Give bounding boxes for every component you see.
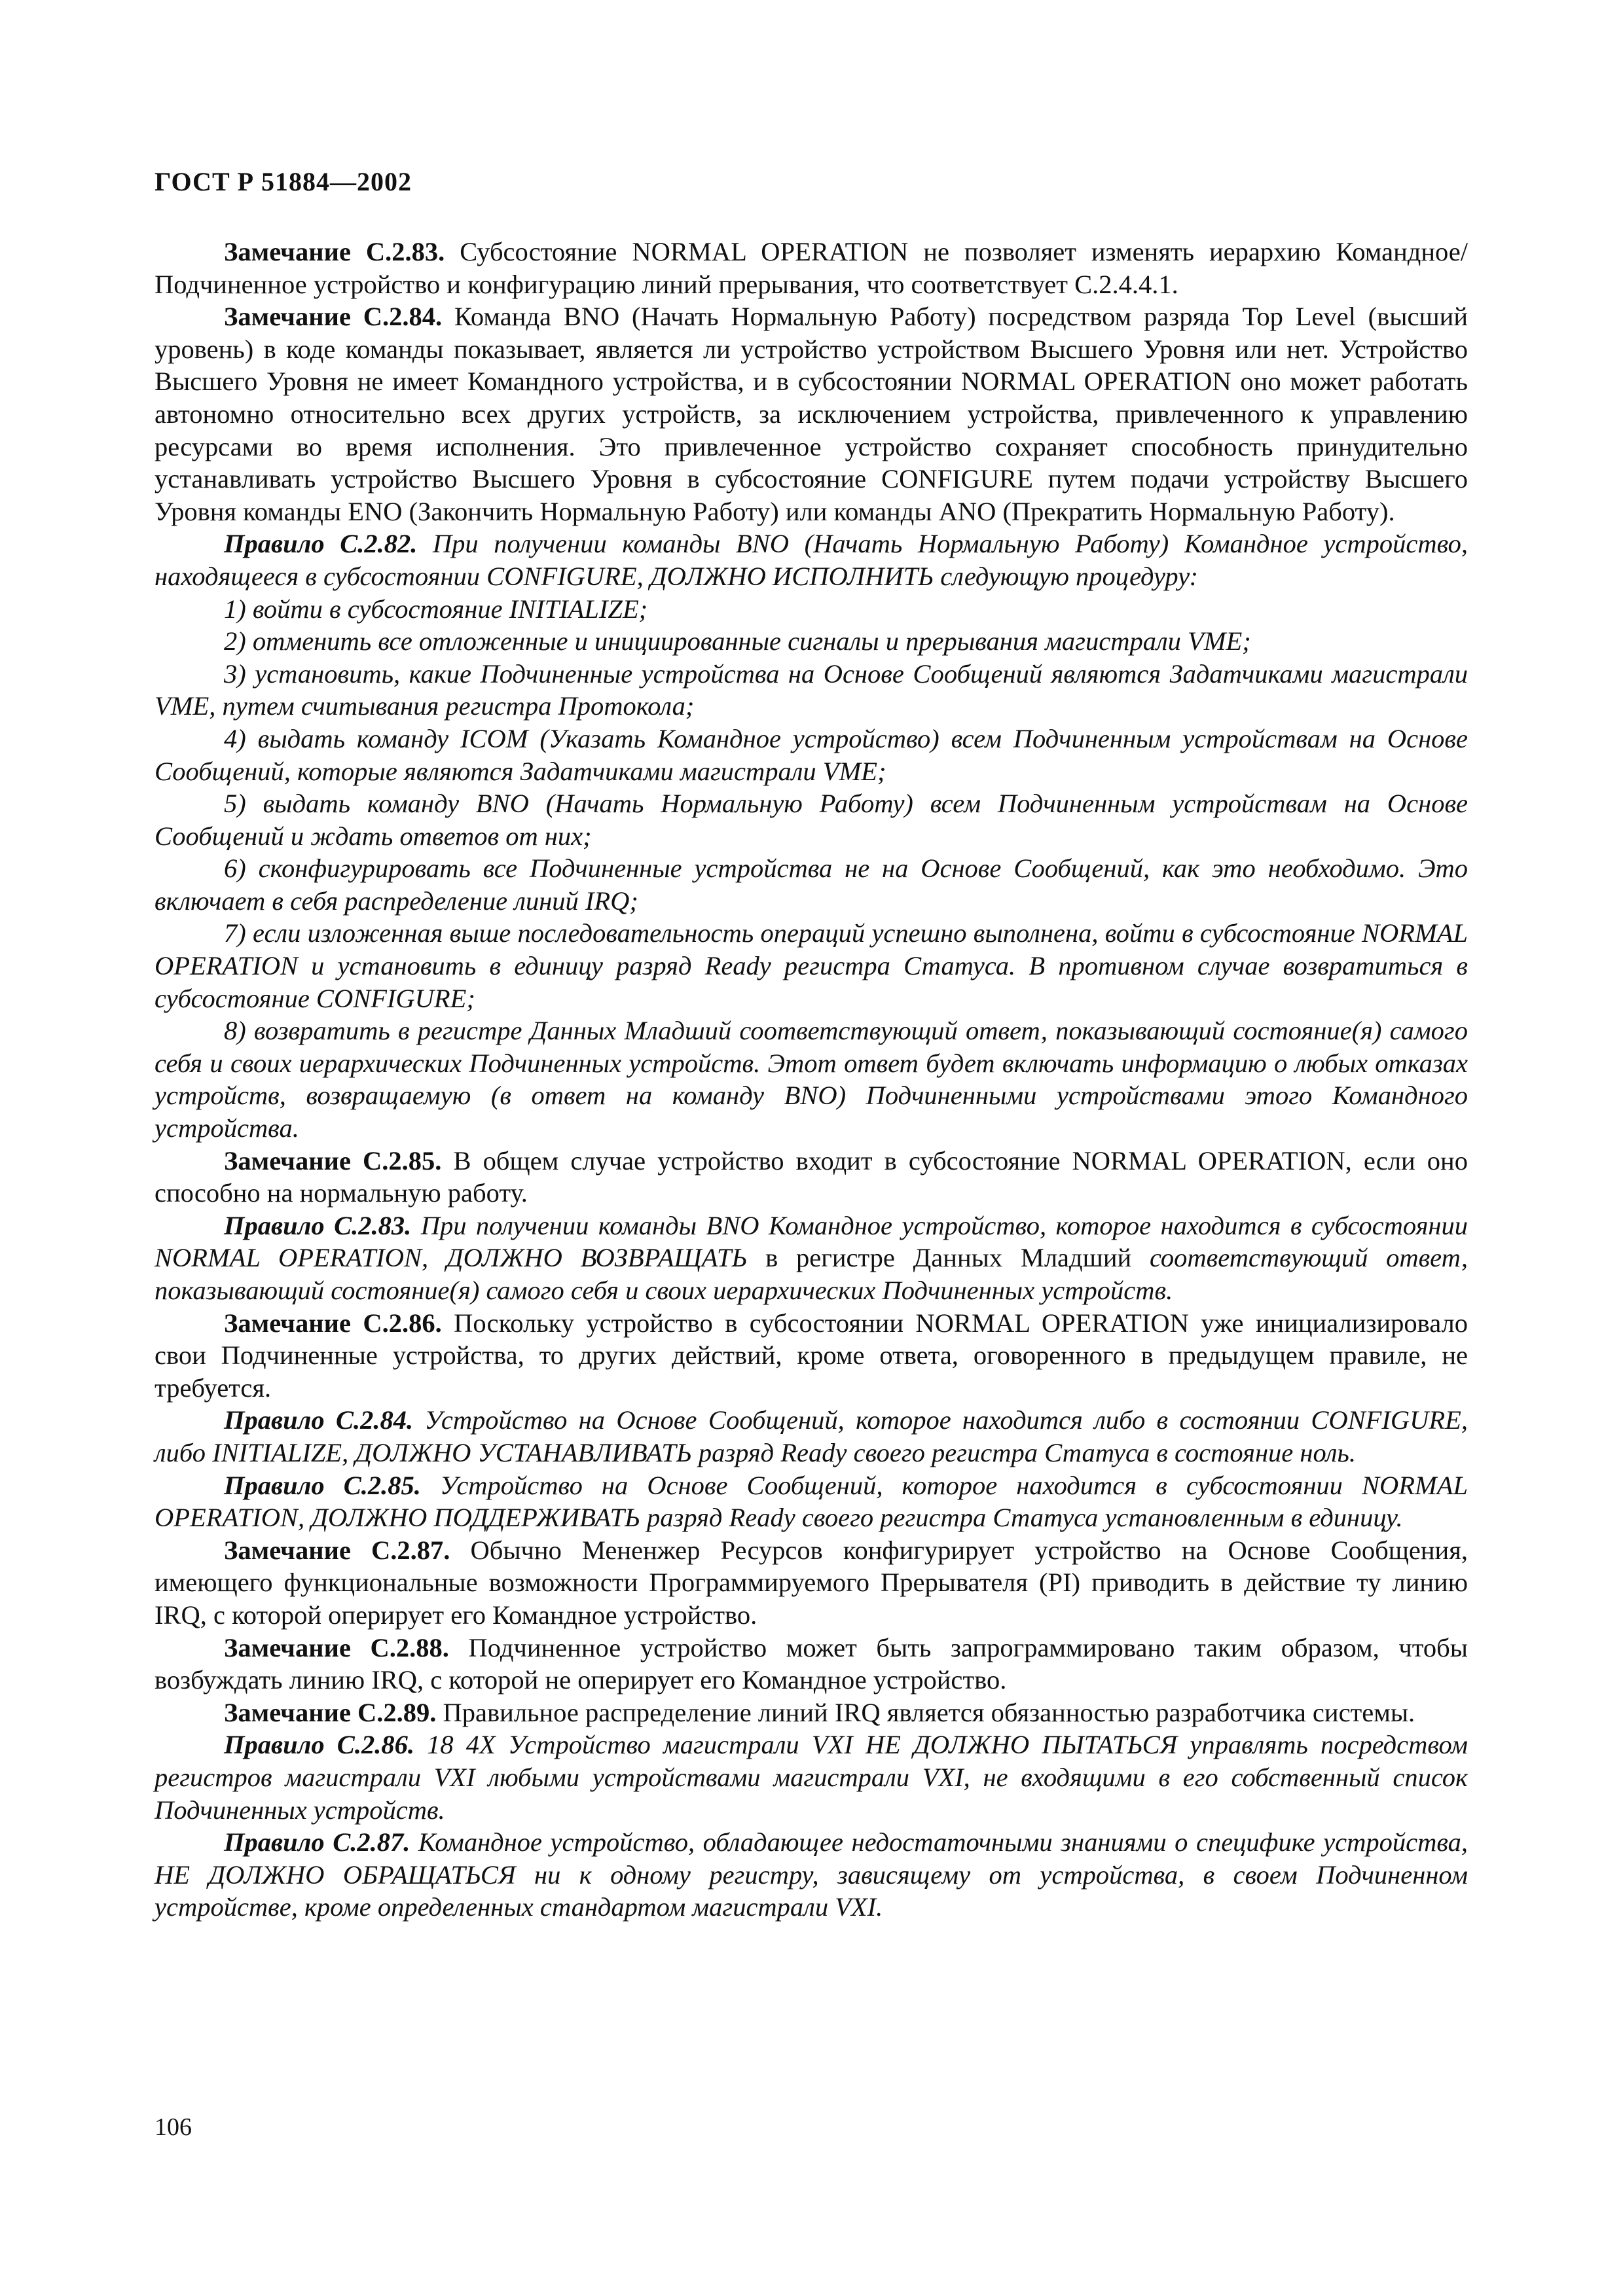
rule-label: Правило С.2.85. xyxy=(224,1470,421,1500)
note-text: Правильное распределение линий IRQ является обязанностью разработчика системы. xyxy=(436,1697,1415,1727)
rule-step-7: 7) если изложенная выше последовательность операций успешно выполнена, войти в субсостояние NORMAL OPERATION и установить в единицу разряд Ready регистра Статуса. В противном случае возвратиться в субсостояние CONFIGURE; xyxy=(155,918,1468,1013)
note-text: Обычно Мененжер Ресурсов конфигурирует устройство на Основе Сообщения, имеющего функциональные возможности Программируемого Прерывателя (PI) приводить в действие ту линию IRQ, с которой оперирует его Командное устройство. xyxy=(155,1535,1468,1630)
rule-c-2-87 xyxy=(155,1826,1468,1924)
note-text: Подчиненное устройство может быть запрограммировано таким образом, чтобы возбуждать линию IRQ, с которой не оперирует его Командное устройство. xyxy=(155,1632,1468,1695)
rule-text: 18 4X Устройство магистрали VXI НЕ ДОЛЖНО ПЫТАТЬСЯ управлять посредством регистров магистрали VXI любыми устройствами магистрали VXI, не входящими в его собственный список Подчиненных устройств. xyxy=(155,1730,1468,1825)
rule-text: При получении команды BNO (Начать Нормальную Работу) Командное устройство, находящееся в субсостоянии CONFIGURE, ДОЛЖНО ИСПОЛНИТЬ следующую процедуру: xyxy=(155,529,1468,591)
rule-step-4: 4) выдать команду ICOM (Указать Командное устройство) всем Подчиненным устройствам на Основе Сообщений, которые являются Задатчиками магистрали VME; xyxy=(155,723,1468,786)
rule-text: Устройство на Основе Сообщений, которое находится либо в состоянии CONFIGURE, либо INITIALIZE, ДОЛЖНО УСТАНАВЛИВАТЬ разряд Ready своего регистра Статуса в состояние ноль. xyxy=(155,1405,1468,1467)
note-text: Субсостояние NORMAL OPERATION не позволяет изменять иерархию Командное/Подчиненное устройство и конфигурацию линий прерывания, что соответствует С.2.4.4.1. xyxy=(155,237,1468,299)
note-label: Замечание С.2.83. xyxy=(224,237,445,266)
note-c-2-85 xyxy=(155,1145,1468,1210)
note-text: Поскольку устройство в субсостоянии NORMAL OPERATION уже инициализировало свои Подчиненные устройства, то других действий, кроме ответа, оговоренного в предыдущем правиле, не требуется. xyxy=(155,1308,1468,1403)
rule-text: При получении команды BNO Командное устройство, которое находится в субсостоянии NORMAL OPERATION, ДОЛЖНО ВОЗВРАЩАТЬ xyxy=(155,1210,1468,1273)
rule-step-6: 6) сконфигурировать все Подчиненные устройства не на Основе Сообщений, как это необходимо. Это включает в себя распределение линий IRQ; xyxy=(155,853,1468,916)
rule-text-tail: соответствующий ответ, показывающий состояние(я) самого себя и своих иерархических Подчиненных устройств. xyxy=(155,1243,1468,1305)
note-label: Замечание С.2.87. xyxy=(224,1535,450,1565)
note-label: Замечание С.2.84. xyxy=(224,302,443,332)
rule-text-upright: в регистре Данных Младший xyxy=(765,1243,1132,1273)
note-c-2-83 xyxy=(155,236,1468,300)
rule-c-2-82 xyxy=(155,528,1468,592)
note-c-2-88 xyxy=(155,1632,1468,1696)
rule-c-2-86 xyxy=(155,1729,1468,1826)
note-label: Замечание С.2.85. xyxy=(224,1145,442,1175)
document-body xyxy=(155,236,1468,1924)
rule-step-5: 5) выдать команду BNO (Начать Нормальную Работу) всем Подчиненным устройствам на Основе Сообщений и ждать ответов от них; xyxy=(155,789,1468,851)
rule-c-2-84 xyxy=(155,1404,1468,1469)
note-c-2-87 xyxy=(155,1534,1468,1632)
page-number: 106 xyxy=(155,2113,192,2141)
note-label: Замечание С.2.86. xyxy=(224,1308,442,1338)
note-label: Замечание С.2.89. xyxy=(224,1697,437,1727)
note-c-2-84 xyxy=(155,300,1468,528)
note-text: Команда BNO (Начать Нормальную Работу) посредством разряда Top Level (высший уровень) в коде команды показывает, является ли устройство устройством Высшего Уровня или нет. Устройство Высшего Уровня не имеет Командного устройства, и в субсостоянии NORMAL OPERATION оно может работать автономно относительно всех других устройств, за исключением устройства, привлеченного к управлению ресурсами во время исполнения. Это привлеченное устройство сохраняет способность принудительно устанавливать устройство Высшего Уровня в субсостояние CONFIGURE путем подачи устройству Высшего Уровня команды ENO (Закончить Нормальную Работу) или команды ANO (Прекратить Нормальную Работу). xyxy=(155,302,1468,526)
rule-text: Устройство на Основе Сообщений, которое находится в субсостоянии NORMAL OPERATION, ДОЛЖНО ПОДДЕРЖИВАТЬ разряд Ready своего регистра Статуса установленным в единицу. xyxy=(155,1470,1468,1533)
rule-label: Правило С.2.87. xyxy=(224,1827,410,1857)
rule-label: Правило С.2.82. xyxy=(224,529,418,559)
rule-label: Правило С.2.83. xyxy=(224,1210,412,1240)
document-header: ГОСТ Р 51884—2002 xyxy=(155,167,412,196)
rule-text: Командное устройство, обладающее недостаточными знаниями о специфике устройства, НЕ ДОЛЖНО ОБРАЩАТЬСЯ ни к одному регистру, зависящему от устройства, в своем Подчиненном устройстве, кроме определенных стандартом магистрали VXI. xyxy=(155,1827,1468,1922)
note-label: Замечание С.2.88. xyxy=(224,1632,449,1662)
rule-step-3: 3) установить, какие Подчиненные устройства на Основе Сообщений являются Задатчиками магистрали VME, путем считывания регистра Протокола; xyxy=(155,658,1468,721)
rule-step-2: 2) отменить все отложенные и инициированные сигналы и прерывания магистрали VME; xyxy=(224,626,1251,656)
rule-step-1: 1) войти в субсостояние INITIALIZE; xyxy=(224,594,648,624)
rule-label: Правило С.2.86. xyxy=(224,1730,414,1760)
note-c-2-89 xyxy=(155,1696,1468,1729)
rule-label: Правило С.2.84. xyxy=(224,1405,414,1435)
note-c-2-86 xyxy=(155,1307,1468,1405)
rule-c-2-83 xyxy=(155,1210,1468,1307)
rule-step-8: 8) возвратить в регистре Данных Младший соответствующий ответ, показывающий состояние(я) самого себя и своих иерархических Подчиненных устройств. Этот ответ будет включать информацию о любых отказах устройств, возвращаемую (в ответ на команду BNO) Подчиненными устройствами этого Командного устройства. xyxy=(155,1016,1468,1143)
rule-c-2-85 xyxy=(155,1469,1468,1534)
note-text: В общем случае устройство входит в субсостояние NORMAL OPERATION, если оно способно на нормальную работу. xyxy=(155,1145,1468,1208)
